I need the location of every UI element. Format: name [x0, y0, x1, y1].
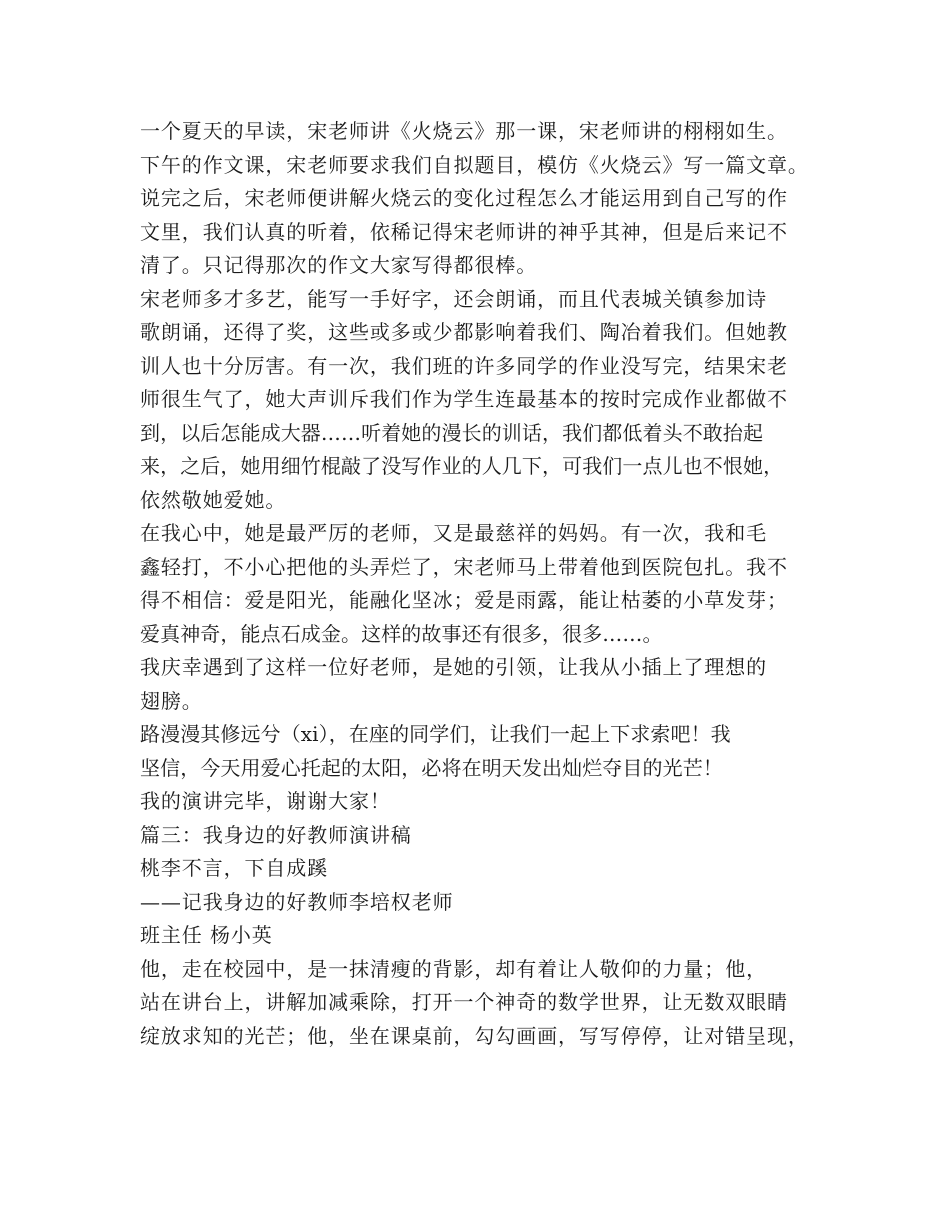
paragraph-line: 文里，我们认真的听着，依稀记得宋老师讲的神乎其神，但是后来记不: [140, 219, 788, 244]
paragraph-line: 坚信，今天用爱心托起的太阳，必将在明天发出灿烂夺目的光芒！: [140, 755, 723, 780]
speech-subtitle: ——记我身边的好教师李培权老师: [140, 889, 454, 914]
paragraph-line: 歌朗诵，还得了奖，这些或多或少都影响着我们、陶冶着我们。但她教: [140, 320, 788, 344]
section-heading: 篇三：我身边的好教师演讲稿: [140, 822, 412, 847]
document-body: [140, 115, 830, 1053]
paragraph-line: 一个夏天的早读，宋老师讲《火烧云》那一课，宋老师讲的栩栩如生。: [140, 119, 788, 143]
paragraph-line: 鑫轻打，不小心把他的头弄烂了，宋老师马上带着他到医院包扎。我不: [140, 554, 788, 579]
paragraph-line: 来，之后，她用细竹棍敲了没写作业的人几下，可我们一点儿也不恨她，: [140, 454, 784, 478]
paragraph-line: 得不相信：爱是阳光，能融化坚冰；爱是雨露，能让枯萎的小草发芽；: [140, 588, 788, 612]
paragraph-line: 我庆幸遇到了这样一位好老师，是她的引领，让我从小插上了理想的: [140, 655, 767, 679]
paragraph-line: 绽放求知的光芒；他，坐在课桌前，勾勾画画，写写停停，让对错呈现，: [140, 1023, 809, 1048]
paragraph-line: 到，以后怎能成大器……听着她的漫长的训话，我们都低着头不敢抬起: [140, 420, 764, 445]
paragraph-line: 说完之后，宋老师便讲解火烧云的变化过程怎么才能运用到自己写的作: [140, 186, 788, 210]
paragraph-line: 清了。只记得那次的作文大家写得都很棒。: [140, 253, 538, 277]
paragraph-line: 他，走在校园中，是一抹清瘦的背影，却有着让人敬仰的力量；他，: [140, 956, 767, 981]
paragraph-line: 在我心中，她是最严厉的老师，又是最慈祥的妈妈。有一次，我和毛: [140, 521, 767, 545]
paragraph-line: 依然敬她爱她。: [140, 487, 287, 512]
paragraph-line: 训人也十分厉害。有一次，我们班的许多同学的作业没写完，结果宋老: [140, 353, 788, 378]
paragraph-line: 站在讲台上，讲解加减乘除，打开一个神奇的数学世界，让无数双眼睛: [140, 990, 788, 1014]
paragraph-line: 爱真神奇，能点石成金。这样的故事还有很多，很多……。: [140, 621, 663, 646]
paragraph-line: 路漫漫其修远兮（xi），在座的同学们，让我们一起上下求索吧！我: [140, 722, 731, 746]
paragraph-line: 师很生气了，她大声训斥我们作为学生连最基本的按时完成作业都做不: [140, 387, 788, 411]
paragraph-line: 宋老师多才多艺，能写一手好字，还会朗诵，而且代表城关镇参加诗: [140, 286, 767, 311]
paragraph-line: 翅膀。: [140, 688, 203, 713]
paragraph-line: 下午的作文课，宋老师要求我们自拟题目，模仿《火烧云》写一篇文章。: [140, 152, 809, 177]
paragraph-line: 我的演讲完毕，谢谢大家！: [140, 789, 391, 813]
speech-title: 桃李不言，下自成蹊: [140, 856, 329, 880]
speaker-line: 班主任 杨小英: [140, 923, 273, 947]
